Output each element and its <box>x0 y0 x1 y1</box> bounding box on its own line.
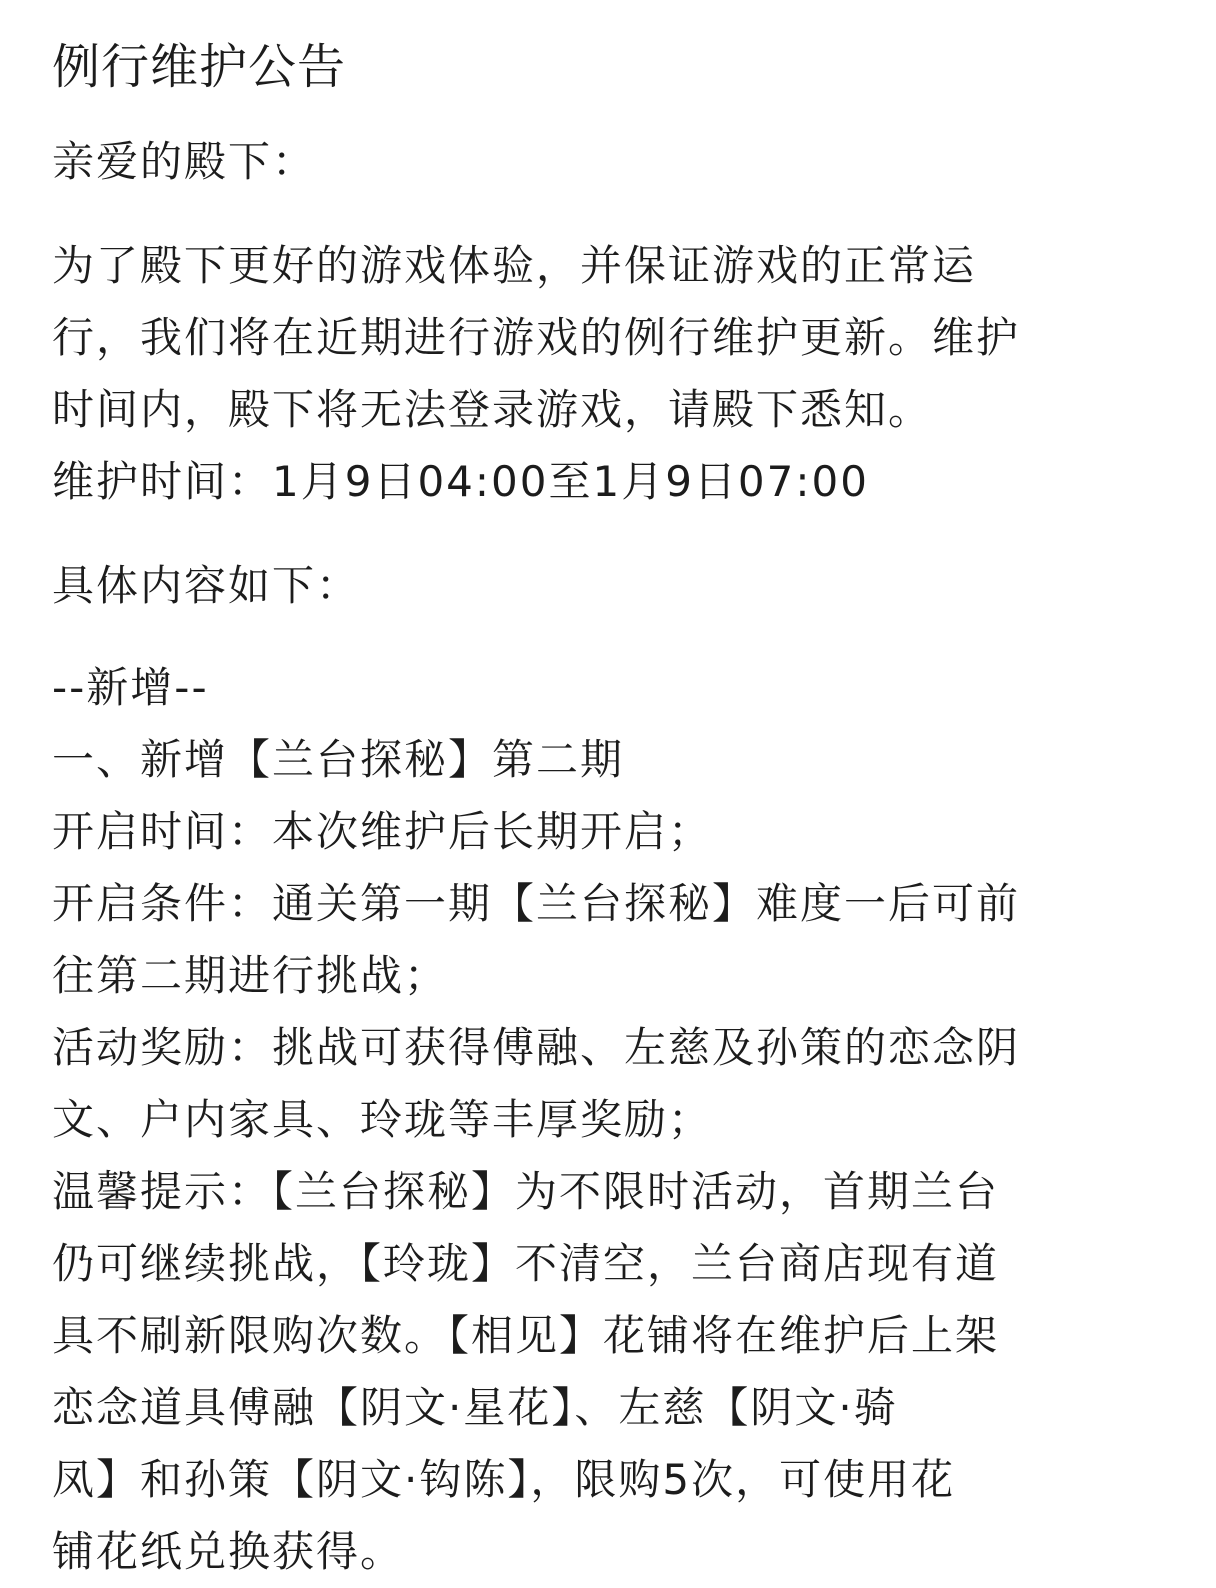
section-heading: --新增-- <box>52 663 209 712</box>
open-condition <box>52 868 1162 1012</box>
intro-line: 为了殿下更好的游戏体验，并保证游戏的正常运 <box>52 241 977 290</box>
details-heading: 具体内容如下： <box>52 561 361 610</box>
tip-line: 恋念道具傅融【阴文·星花】、左慈【阴文·骑 <box>52 1383 898 1432</box>
intro-line: 行，我们将在近期进行游戏的例行维护更新。维护 <box>52 313 1021 362</box>
open-time: 开启时间：本次维护后长期开启； <box>52 807 713 856</box>
open-condition-line: 往第二期进行挑战； <box>52 951 449 1000</box>
reward-line: 活动奖励：挑战可获得傅融、左慈及孙策的恋念阴 <box>52 1023 1021 1072</box>
item-title: 一、新增【兰台探秘】第二期 <box>52 735 625 784</box>
spacer <box>52 622 1162 652</box>
intro-paragraph <box>52 230 1162 446</box>
activity-reward <box>52 1012 1162 1156</box>
tip-line: 铺花纸兑换获得。 <box>52 1527 405 1576</box>
greeting: 亲爱的殿下： <box>52 137 317 186</box>
open-condition-line: 开启条件：通关第一期【兰台探秘】难度一后可前 <box>52 879 1021 928</box>
reward-line: 文、户内家具、玲珑等丰厚奖励； <box>52 1095 713 1144</box>
tip-line: 温馨提示：【兰台探秘】为不限时活动，首期兰台 <box>52 1167 1000 1216</box>
intro-line: 时间内，殿下将无法登录游戏，请殿下悉知。 <box>52 385 933 434</box>
tip-line: 仍可继续挑战，【玲珑】不清空，兰台商店现有道 <box>52 1239 1000 1288</box>
maintenance-time: 维护时间：1月9日04:00至1月9日07:00 <box>52 457 869 506</box>
announcement-document <box>52 34 1162 1588</box>
announcement-title: 例行维护公告 <box>52 39 347 95</box>
tip-line: 具不刷新限购次数。【相见】花铺将在维护后上架 <box>52 1311 1000 1360</box>
spacer <box>52 198 1162 230</box>
warm-tip <box>52 1156 1162 1588</box>
tip-line: 凤】和孙策【阴文·钩陈】，限购5次，可使用花 <box>52 1455 956 1504</box>
spacer <box>52 518 1162 550</box>
